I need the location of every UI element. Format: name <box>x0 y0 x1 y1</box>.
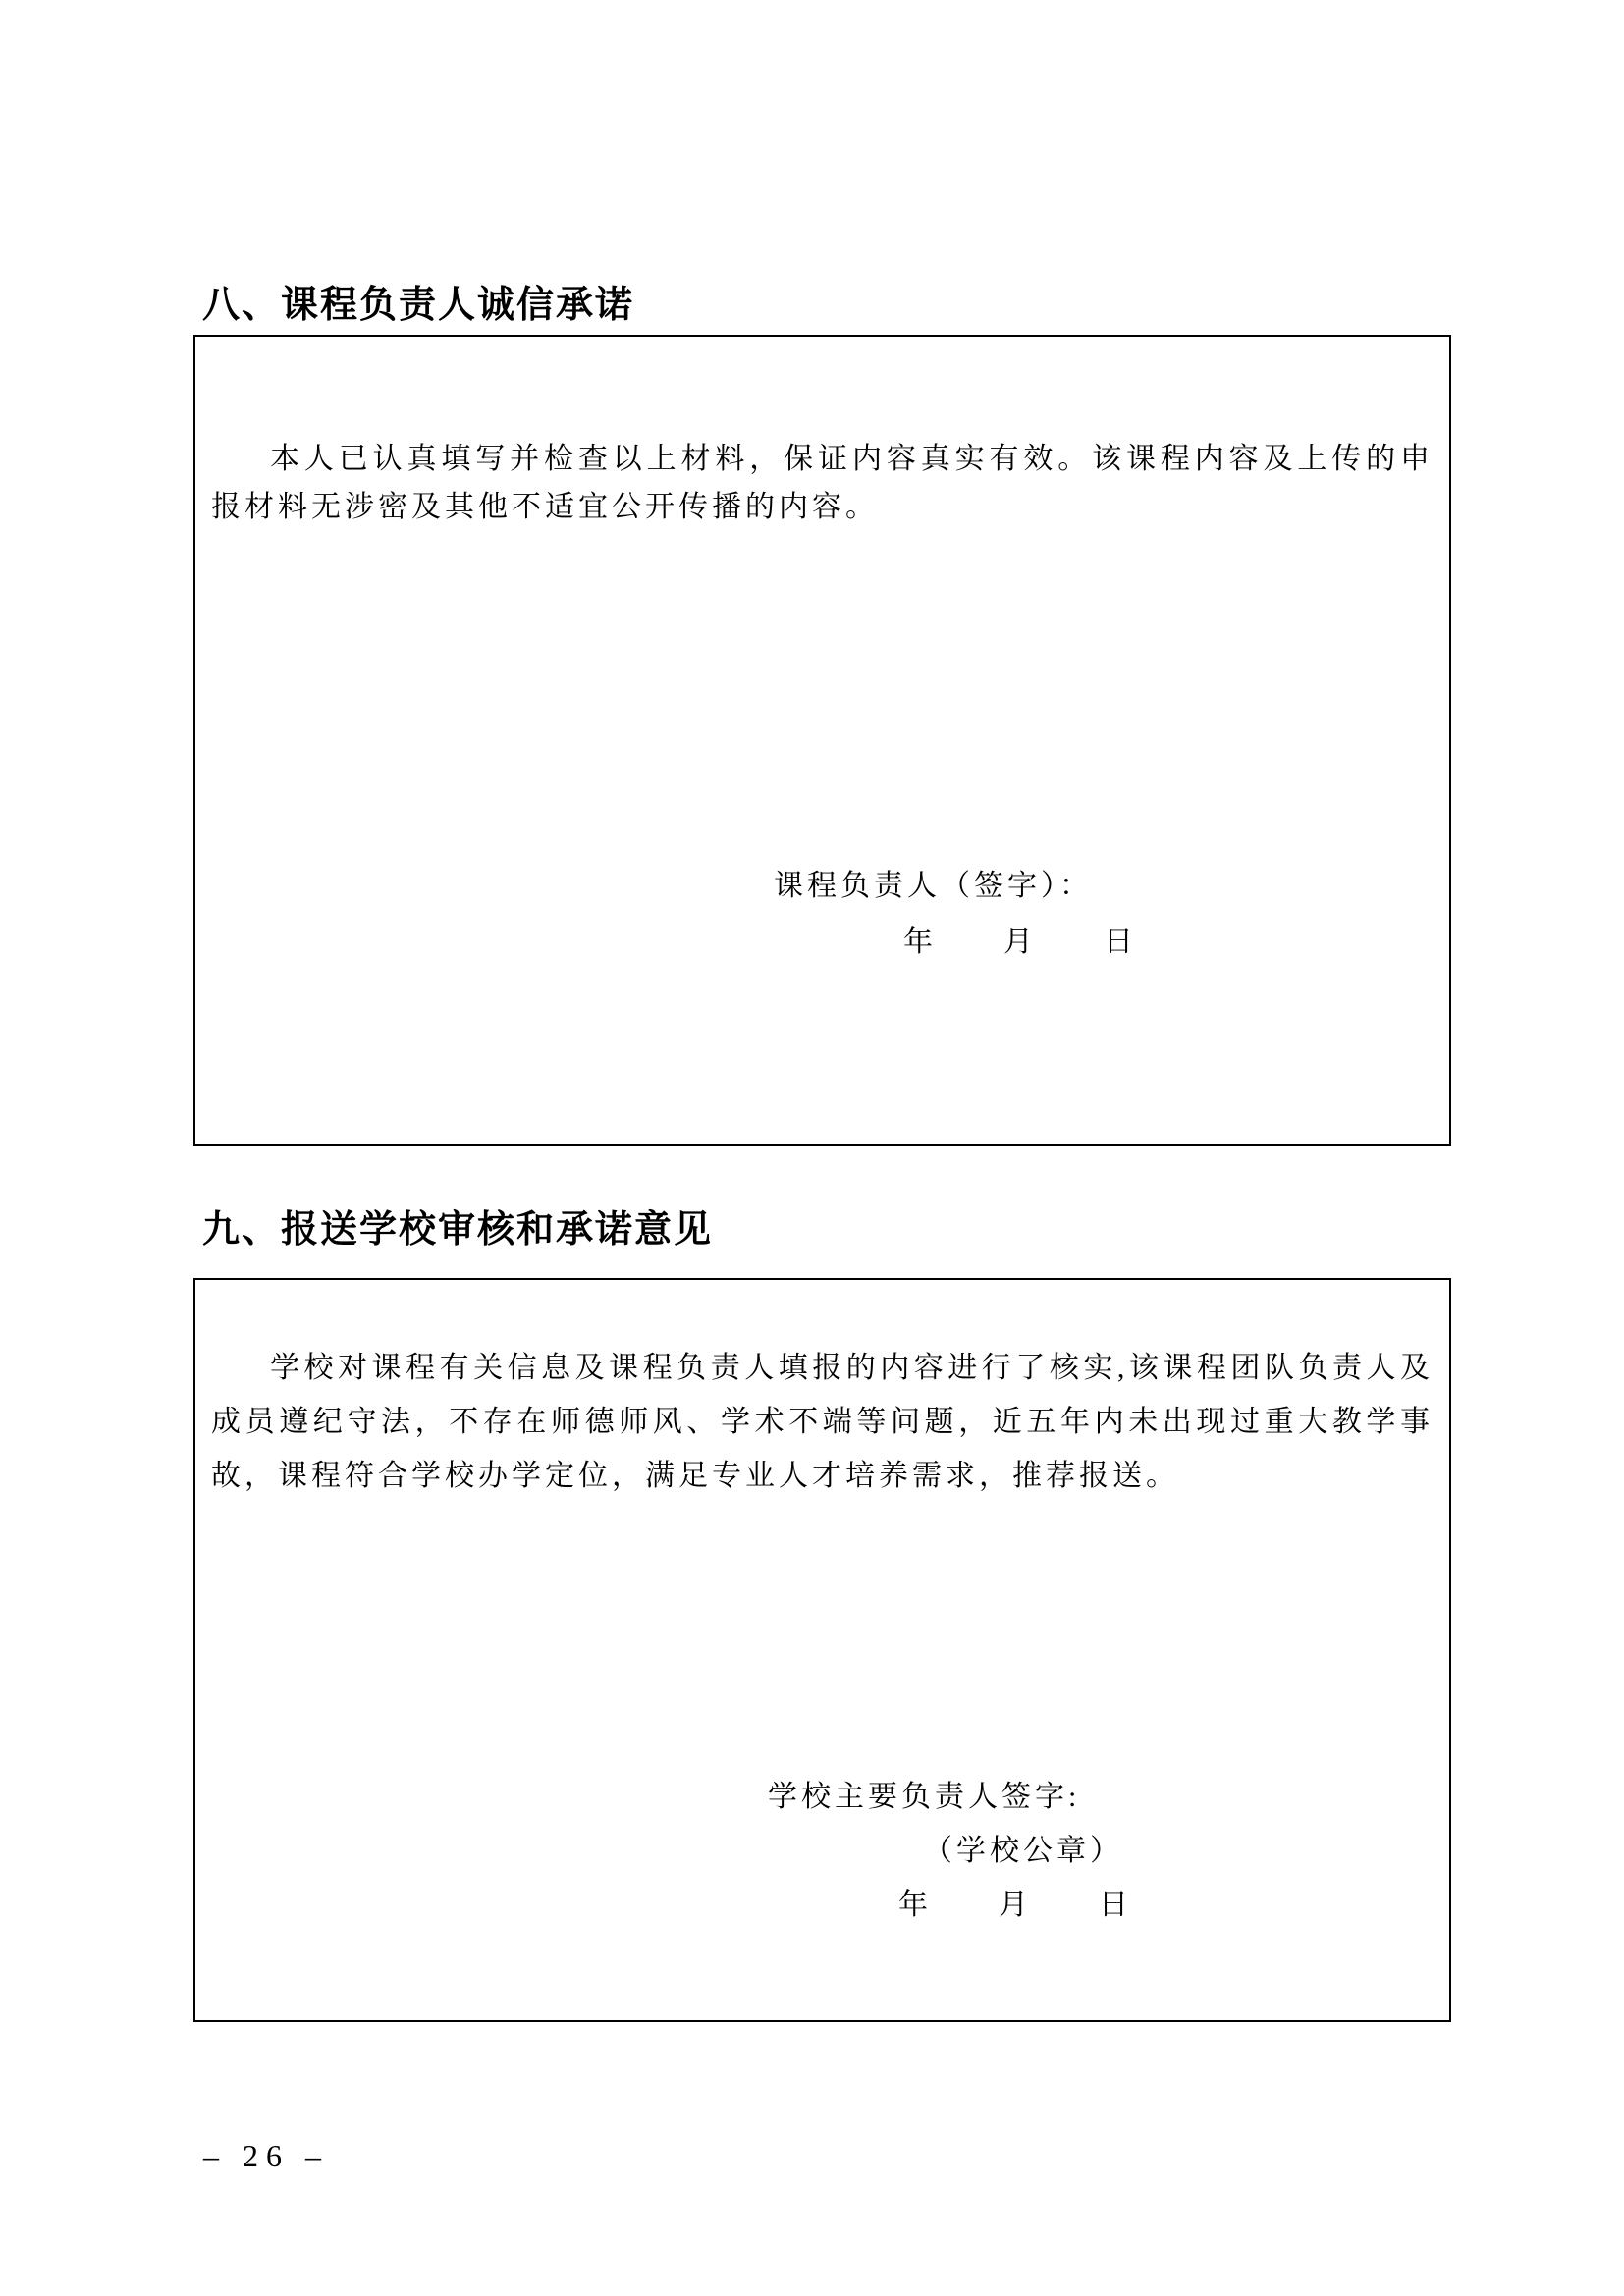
section8-signature-label: 课程负责人（签字）： <box>774 870 1093 902</box>
section9-heading: 九、报送学校审核和承诺意见 <box>202 1209 714 1251</box>
section8-date-line: 年 月 日 <box>903 926 1137 958</box>
section9-seal-label: （学校公章） <box>923 1835 1123 1867</box>
section9-signature-label: 学校主要负责人签字: <box>768 1781 1081 1813</box>
section9-date-line: 年 月 日 <box>898 1889 1132 1921</box>
section9-signature-block <box>195 1778 1449 1925</box>
section8-commitment-box <box>193 335 1451 1146</box>
section8-heading: 八、课程负责人诚信承诺 <box>202 285 635 326</box>
section8-commitment-text: 本人已认真填写并检查以上材料，保证内容真实有效。该课程内容及上传的申报材料无涉密及其他不适宜公开传播的内容。 <box>211 443 1434 523</box>
section9-review-text: 学校对课程有关信息及课程负责人填报的内容进行了核实,该课程团队负责人及成员遵纪守法，不存在师德师风、学术不端等问题，近五年内未出现过重大教学事故，课程符合学校办学定位，满足专业人才培养需求，推荐报送。 <box>211 1352 1434 1492</box>
page-number: – 26 – <box>203 2138 329 2173</box>
section8-signature-block <box>195 867 1449 962</box>
section9-review-box <box>193 1278 1451 2022</box>
